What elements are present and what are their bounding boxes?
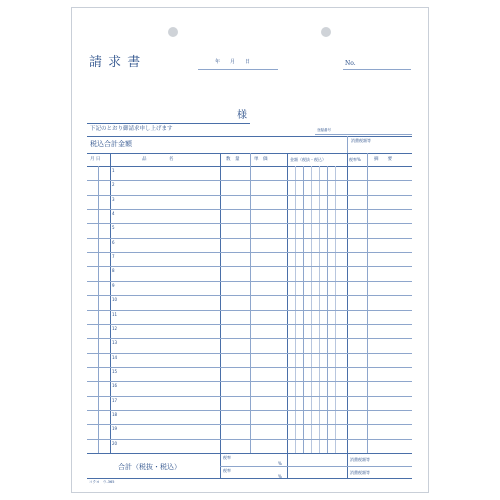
col-divider-unit-price: [287, 153, 288, 478]
row-number: 13: [112, 340, 118, 346]
row-number: 9: [112, 282, 115, 288]
row-line: [87, 353, 412, 354]
row-line: [87, 367, 412, 368]
row-line: [87, 238, 412, 239]
row-number: 16: [112, 383, 118, 389]
row-line: [87, 209, 412, 210]
col-divider-day: [110, 153, 111, 453]
footer-bottom: [87, 478, 412, 479]
row-line: [87, 439, 412, 440]
col-quantity: 数 量: [226, 157, 240, 162]
number-underline: [343, 69, 411, 70]
col-month-day: 月 日: [90, 157, 101, 162]
row-number: 1: [112, 168, 115, 173]
row-line: [87, 266, 412, 267]
total-box-top: [87, 136, 412, 137]
consumption-tax-label: 消費税額等: [351, 138, 371, 143]
row-line: [87, 396, 412, 397]
invoice-title: 請 求 書: [89, 55, 142, 70]
tax-amount-label-2: 消費税額等: [350, 470, 370, 475]
col-remarks: 摘 要: [374, 157, 392, 162]
row-number: 17: [112, 397, 118, 403]
date-underline: [198, 69, 278, 70]
total-label: 税込合計金額: [90, 140, 132, 148]
row-line: [87, 195, 412, 196]
row-line: [87, 180, 412, 181]
row-number: 18: [112, 411, 118, 417]
tax-rate-label-2: 税率: [223, 468, 231, 473]
footer-amount-divider: [287, 466, 412, 467]
row-number: 6: [112, 239, 115, 245]
col-divider-quantity: [250, 153, 251, 453]
row-number: 8: [112, 268, 115, 274]
row-number: 14: [112, 354, 118, 360]
addressee-underline: [87, 123, 250, 124]
col-divider-tax-rate: [367, 153, 368, 453]
row-number: 3: [112, 196, 115, 202]
row-number: 10: [112, 297, 118, 303]
row-number: 5: [112, 225, 115, 231]
row-line: [87, 381, 412, 382]
row-line: [87, 281, 412, 282]
row-number: 12: [112, 325, 118, 331]
col-tax-rate: 税率%: [349, 157, 361, 162]
footer-tax-divider: [220, 466, 287, 467]
row-line: [87, 324, 412, 325]
percent-1: %: [278, 461, 282, 466]
registration-label: 登録番号: [317, 128, 331, 132]
row-line: [87, 223, 412, 224]
date-field: 年 月 日: [215, 59, 251, 65]
statement-text: 下記のとおり御請求申し上げます: [90, 126, 173, 132]
row-number: 7: [112, 254, 115, 260]
tax-rate-label-1: 税率: [223, 455, 231, 460]
row-number: 11: [112, 311, 118, 317]
registration-underline: [315, 134, 412, 135]
col-unit-price: 単 価: [254, 157, 268, 162]
col-amount: 金額（税抜・税込）: [290, 157, 326, 162]
honorific-sama: 様: [237, 110, 247, 121]
binding-hole-right: [321, 27, 331, 37]
tax-amount-label-1: 消費税額等: [350, 457, 370, 462]
row-line: [87, 424, 412, 425]
col-item: 品 名: [142, 157, 174, 162]
grand-total-label: 合計（税抜・税込）: [118, 463, 181, 471]
row-line: [87, 338, 412, 339]
row-line: [87, 410, 412, 411]
col-divider-item: [220, 153, 221, 478]
row-number: 4: [112, 211, 115, 217]
col-divider-amount: [347, 153, 348, 478]
total-box-divider: [347, 136, 348, 153]
number-label: No.: [345, 60, 356, 67]
table-body-bottom: [87, 453, 412, 454]
binding-hole-left: [168, 27, 178, 37]
product-code: コクヨ ウ-365: [89, 480, 115, 484]
row-number: 15: [112, 368, 118, 374]
row-number: 19: [112, 426, 118, 432]
row-line: [87, 310, 412, 311]
row-number: 2: [112, 182, 115, 188]
row-line: [87, 252, 412, 253]
row-number: 20: [112, 440, 118, 446]
percent-2: %: [278, 474, 282, 479]
row-line: [87, 295, 412, 296]
